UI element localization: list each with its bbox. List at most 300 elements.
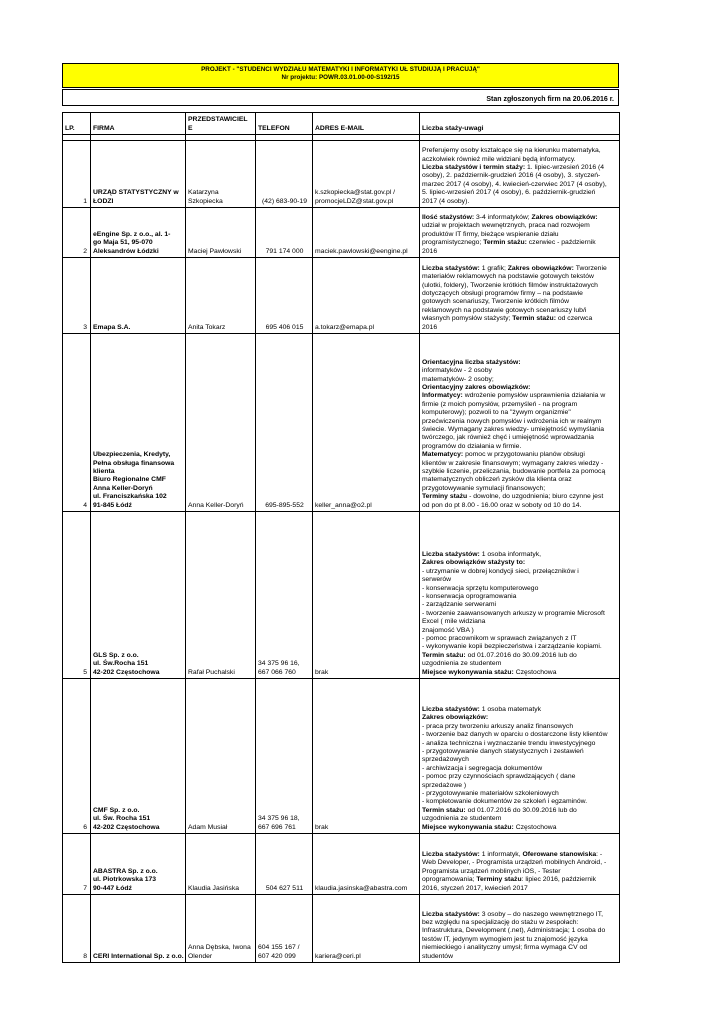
- info-text: - dowolne, do uzgodnienia; biuro czynne jest: [469, 493, 604, 501]
- cell-firma-line: Emapa S.A.: [93, 323, 131, 331]
- cell-firma: [91, 258, 186, 334]
- info-text: - konserwacja sprzętu komputerowego: [422, 584, 539, 592]
- info-text: 3 osoby – do naszego wewnętrznego IT,: [481, 910, 603, 918]
- info-text: aczkolwiek również mile widziani będą informatycy.: [422, 155, 576, 163]
- info-line: [422, 231, 618, 239]
- info-line: [422, 426, 618, 434]
- cell-liczba-stazy: [420, 258, 620, 334]
- info-line: [422, 585, 618, 593]
- info-text: 2016: [422, 247, 438, 255]
- info-text: - konserwacja oprogramowania: [422, 592, 517, 600]
- cell-telefon-line: 34 375 96 16,: [258, 660, 300, 668]
- info-text: 1 grafik;: [481, 264, 508, 272]
- cell-przedstawiciel-line: Maciej Pawłowski: [188, 247, 242, 255]
- info-text: Częstochowa: [515, 668, 557, 676]
- info-text: czerwiec - październik: [528, 239, 596, 247]
- cell-firma-line: eEngine Sp. z o.o., al. 1-: [93, 230, 171, 238]
- table-row: [63, 141, 620, 208]
- info-text: komputerowy); pozwoli to na "żywym organizmie": [422, 409, 571, 417]
- info-label: Termin stażu:: [512, 315, 558, 323]
- info-line: [422, 740, 618, 748]
- info-line: [422, 927, 618, 935]
- cell-lp: [63, 334, 91, 512]
- cell-przedstawiciel-line: Klaudia Jasińska: [188, 884, 240, 892]
- col-header-email: ADRES E-MAIL: [313, 113, 420, 135]
- info-line: [422, 911, 618, 919]
- info-line: [422, 936, 618, 944]
- info-text: 2017 (4 osoby).: [422, 197, 470, 205]
- info-line: [422, 434, 618, 442]
- cell-email: [313, 895, 420, 963]
- cell-lp: [63, 679, 91, 834]
- info-text: niemieckiego i analityczny umysł; firma wymaga CV od: [422, 944, 588, 952]
- info-line: [422, 502, 618, 510]
- cell-lp-line: 5: [83, 668, 87, 676]
- info-line: [422, 714, 618, 722]
- info-line: [422, 723, 618, 731]
- info-line: [422, 485, 618, 493]
- cell-telefon-line: 667 696 761: [258, 823, 296, 831]
- cell-przedstawiciel-line: Adam Musiał: [188, 823, 228, 831]
- info-text: marzec 2017 (4 osoby), 4. kwiecień-czerwiec 2017 (4 osoby),: [422, 180, 607, 188]
- cell-liczba-stazy: [420, 679, 620, 834]
- info-line: [422, 468, 618, 476]
- table-body: [63, 141, 620, 963]
- cell-przedstawiciel: [186, 679, 256, 834]
- cell-firma: [91, 834, 186, 895]
- info-text: Excel ( mile widziana: [422, 618, 486, 626]
- info-line: [422, 798, 618, 806]
- info-line: [422, 706, 618, 714]
- info-line: [422, 307, 618, 315]
- info-line: [422, 618, 618, 626]
- info-text: reklamowych na podstawie gotowych scenariuszy lub/i: [422, 306, 587, 314]
- info-text: klientów w zakresie finansowym; wymagany zakres wiedzy -: [422, 459, 604, 467]
- info-line: [422, 376, 618, 384]
- info-text: - przygotowywanie danych statystycznych i zestawień: [422, 747, 584, 755]
- info-line: [422, 859, 618, 867]
- info-text: Web Developer, - Programista urządzeń mobilnych Android, -: [422, 859, 607, 867]
- cell-email: [313, 258, 420, 334]
- info-line: [422, 324, 618, 332]
- col-header-liczba-stazy: Liczba staży-uwagi: [420, 113, 620, 135]
- info-text: bez względu na specjalizację do stażu w zespołach:: [422, 918, 579, 926]
- project-banner: [62, 63, 619, 88]
- info-line: [422, 627, 618, 635]
- info-text: 3-4 informatyków;: [476, 213, 532, 221]
- cell-email-line: kariera@ceri.pl: [315, 952, 361, 960]
- info-text: firmie (z moich pomysłów, przemyśleń - na program: [422, 400, 578, 408]
- info-text: gotowych scenariuszy, Tworzenie krótkich filmów: [422, 298, 570, 306]
- info-line: [422, 773, 618, 781]
- cell-firma-line: Biuro Regionalne CMF: [93, 476, 166, 484]
- cell-lp-line: 6: [83, 823, 87, 831]
- info-line: [422, 815, 618, 823]
- table-row: [63, 258, 620, 334]
- cell-przedstawiciel-line: Anita Tokarz: [188, 323, 226, 331]
- info-line: [422, 748, 618, 756]
- table-row: [63, 334, 620, 512]
- cell-firma-line: Pełna obsługa finansowa: [93, 459, 175, 467]
- info-label: Zakres obowiązków:: [422, 714, 489, 722]
- info-line: [422, 418, 618, 426]
- header-row: [63, 113, 620, 135]
- info-text: 1 informatyk,: [481, 850, 523, 858]
- info-text: od 01.07.2016 do 30.09.2016 lub do: [467, 651, 577, 659]
- info-line: [422, 476, 618, 484]
- cell-telefon-line: 695-895-552: [265, 501, 304, 509]
- cell-firma-line: ul. Franciszkańska 102: [93, 493, 167, 501]
- info-text: - tworzenie zaawansowanych arkuszy w programie Microsoft: [422, 609, 605, 617]
- info-text: uzgodnienia ze studentem: [422, 815, 502, 823]
- cell-email-line: keller_anna@o2.pl: [315, 501, 372, 509]
- cell-firma-line: CMF Sp. z o.o.: [93, 806, 140, 814]
- info-line: [422, 315, 618, 323]
- info-line: [422, 443, 618, 451]
- col-header-przedstawiciel: PRZEDSTAWICIEL E: [186, 113, 256, 135]
- table-row: [63, 895, 620, 963]
- info-line: [422, 239, 618, 247]
- info-line: [422, 451, 618, 459]
- cell-firma-line: ul. Piotrkowska 173: [93, 876, 157, 884]
- cell-lp-line: 1: [83, 197, 87, 205]
- cell-email-line: brak: [315, 823, 329, 831]
- info-text: - praca przy tworzeniu arkuszy analiz finansowych: [422, 722, 574, 730]
- cell-telefon: [256, 141, 313, 208]
- info-line: [422, 273, 618, 281]
- info-text: - archiwizacja i segregacja dokumentów: [422, 764, 543, 772]
- info-label: Orientacyjna liczba stażystów:: [422, 358, 521, 366]
- cell-firma-line: klienta: [93, 467, 115, 475]
- info-label: Termin stażu:: [483, 239, 529, 247]
- info-text: - pomoc przy czynnościach sprawdzających ( dane: [422, 773, 576, 781]
- cell-przedstawiciel-line: Anna Keller-Doryń: [188, 501, 244, 509]
- info-line: [422, 248, 618, 256]
- cell-firma: [91, 679, 186, 834]
- info-label: Liczba stażystów i termin staży:: [422, 163, 528, 171]
- cell-lp: [63, 208, 91, 258]
- info-text: matematycznych obliczeń zysków dla klienta oraz: [422, 476, 572, 484]
- info-label: Liczba stażystów:: [422, 910, 482, 918]
- info-line: [422, 367, 618, 375]
- cell-telefon: [256, 334, 313, 512]
- cell-firma-line: 90-447 Łódź: [93, 884, 132, 892]
- info-text: - tworzenie baz danych w oparciu o dostarczone listy klientów: [422, 731, 608, 739]
- cell-firma: [91, 895, 186, 963]
- info-text: - przygotowywanie materiałów szkoleniowych: [422, 789, 559, 797]
- cell-liczba-stazy: [420, 141, 620, 208]
- table-row: [63, 679, 620, 834]
- info-text: - pomoc pracownikom w sprawach związanych z IT: [422, 634, 577, 642]
- project-number: Nr projektu: POWR.03.01.00-00-S192/15: [281, 74, 400, 81]
- info-label: Termin stażu:: [422, 651, 468, 659]
- info-label: Oferowane stanowiska: [522, 850, 597, 858]
- project-title: PROJEKT - "STUDENCI WYDZIAŁU MATEMATYKI I INFORMATYKI UŁ STUDIUJĄ I PRACUJĄ": [201, 66, 480, 73]
- info-text: przygotowywanie symulacji finansowych;: [422, 484, 546, 492]
- info-text: twórczego, jak również chęć i umiejętność wprowadzania: [422, 434, 594, 442]
- cell-email-line: klaudia.jasinska@abastra.com: [315, 884, 408, 892]
- info-text: znajomość VBA ): [422, 626, 474, 634]
- cell-firma-line: Ubezpieczenia, Kredyty,: [93, 451, 171, 459]
- info-text: przećwiczenia nowych pomysłów i wdrożenia ich w realnym: [422, 417, 602, 425]
- cell-lp: [63, 834, 91, 895]
- info-text: 2016, styczeń 2017, kwiecień 2017: [422, 884, 528, 892]
- info-text: udział w projektach wewnętrznych, praca nad rozwojem: [422, 222, 590, 230]
- info-line: [422, 282, 618, 290]
- info-line: [422, 409, 618, 417]
- info-text: materiałów reklamowych na podstawie gotowych tekstów: [422, 273, 594, 281]
- info-line: [422, 147, 618, 155]
- cell-email: [313, 208, 420, 258]
- cell-email-line: k.szkopiecka@stat.gov.pl /: [315, 189, 396, 197]
- cell-firma-line: GLS Sp. z o.o.: [93, 651, 139, 659]
- info-text: informatyków - 2 osoby: [422, 367, 492, 375]
- info-text: 1 osoba informatyk,: [481, 550, 542, 558]
- info-text: 5. lipiec-wrzesień 2017 (4 osoby), 6. październik-grudzień: [422, 189, 596, 197]
- info-line: [422, 807, 618, 815]
- info-text: pomoc w przygotowaniu planów obsługi: [465, 451, 585, 459]
- cell-lp: [63, 141, 91, 208]
- info-line: [422, 756, 618, 764]
- info-text: uzgodnienia ze studentem: [422, 660, 502, 668]
- info-line: [422, 953, 618, 961]
- info-text: od 01.07.2016 do 30.09.2016 lub do: [467, 806, 577, 814]
- info-line: [422, 669, 618, 677]
- cell-firma-line: 42-202 Częstochowa: [93, 823, 160, 831]
- cell-przedstawiciel: [186, 895, 256, 963]
- info-text: studentów: [422, 952, 453, 960]
- info-label: Terminy stażu: [422, 493, 470, 501]
- info-line: [422, 731, 618, 739]
- info-line: [422, 298, 618, 306]
- cell-telefon: [256, 895, 313, 963]
- cell-przedstawiciel-line: Rafał Puchalski: [188, 668, 235, 676]
- info-text: : lipiec 2016, październik: [521, 876, 597, 884]
- cell-telefon-line: 791 174 000: [265, 247, 304, 255]
- cell-lp: [63, 258, 91, 334]
- info-text: wdrożenie pomysłów usprawnienia działania w: [464, 392, 606, 400]
- col-header-telefon: TELEFON: [256, 113, 313, 135]
- info-text: Częstochowa: [515, 823, 557, 831]
- info-line: [422, 660, 618, 668]
- info-label: Liczba stażystów:: [422, 550, 482, 558]
- cell-przedstawiciel-line: Katarzyna Szkopiecka: [188, 189, 223, 205]
- info-line: [422, 198, 618, 206]
- cell-liczba-stazy: [420, 834, 620, 895]
- cell-przedstawiciel-line: Olender: [188, 952, 213, 960]
- info-label: Miejsce wykonywania stażu:: [422, 668, 516, 676]
- cell-telefon: [256, 512, 313, 679]
- cell-email-line: a.tokarz@emapa.pl: [315, 323, 375, 331]
- info-line: [422, 593, 618, 601]
- col-header-lp: LP.: [63, 113, 91, 135]
- info-text: matematyków- 2 osoby;: [422, 375, 494, 383]
- info-text: Infrastruktura, Development (.net), Administracja; 1 osoba do: [422, 927, 606, 935]
- info-line: [422, 610, 618, 618]
- cell-lp: [63, 895, 91, 963]
- info-text: od czerwca: [557, 315, 593, 323]
- info-text: od pon do pt 8.00 - 16.00 oraz w soboty od 10 do 14.: [422, 501, 582, 509]
- info-label: Zakres obowiązków:: [531, 213, 598, 221]
- info-text: 1. lipiec-wrzesień 2016 (4: [527, 163, 605, 171]
- info-line: [422, 222, 618, 230]
- cell-email-line: promocjeLDZ@stat.gov.pl: [315, 197, 394, 205]
- cell-przedstawiciel: [186, 834, 256, 895]
- cell-liczba-stazy: [420, 208, 620, 258]
- cell-przedstawiciel-line: Anna Dębska, Iwona: [188, 944, 251, 952]
- info-line: [422, 876, 618, 884]
- info-line: [422, 460, 618, 468]
- info-text: - wykonywanie kopii bezpieczeństwa i zarządzanie kopiami.: [422, 643, 602, 651]
- cell-email: [313, 679, 420, 834]
- cell-telefon-line: 667 066 760: [258, 668, 296, 676]
- cell-firma-line: Aleksandrów Łódzki: [93, 247, 159, 255]
- cell-firma: [91, 334, 186, 512]
- info-label: Orientacyjny zakres obowiązków:: [422, 383, 531, 391]
- info-line: [422, 290, 618, 298]
- info-line: [422, 214, 618, 222]
- cell-firma-line: ul. Św.Rocha 151: [93, 660, 149, 668]
- info-text: produktów IT firmy, bieżące wspieranie działu: [422, 230, 559, 238]
- info-text: : -: [596, 850, 603, 858]
- info-line: [422, 782, 618, 790]
- info-line: [422, 156, 618, 164]
- info-text: 1 osoba matematyk: [481, 705, 542, 713]
- info-line: [422, 824, 618, 832]
- info-text: sprzedażowe ): [422, 781, 467, 789]
- cell-lp-line: 4: [83, 501, 87, 509]
- status-date: Stan zgłoszonych firm na 20.06.2016 r.: [486, 96, 614, 103]
- cell-przedstawiciel: [186, 334, 256, 512]
- info-line: [422, 551, 618, 559]
- info-label: Liczba stażystów:: [422, 264, 482, 272]
- info-line: [422, 576, 618, 584]
- info-line: [422, 790, 618, 798]
- info-line: [422, 885, 618, 893]
- cell-liczba-stazy: [420, 334, 620, 512]
- cell-przedstawiciel: [186, 258, 256, 334]
- info-line: [422, 635, 618, 643]
- cell-firma-line: ŁODZI: [93, 197, 114, 205]
- info-text: - utrzymanie w dobrej kondycji sieci, przełączników i: [422, 567, 579, 575]
- info-label: Liczba stażystów:: [422, 850, 482, 858]
- info-label: Miejsce wykonywania stażu:: [422, 823, 516, 831]
- info-line: [422, 652, 618, 660]
- cell-telefon-line: 504 627 511: [265, 884, 304, 892]
- cell-przedstawiciel: [186, 141, 256, 208]
- info-label: Informatycy:: [422, 392, 465, 400]
- cell-firma-line: ul. Św. Rocha 151: [93, 815, 151, 823]
- info-line: [422, 359, 618, 367]
- info-label: Liczba stażystów:: [422, 705, 482, 713]
- cell-telefon-line: (42) 683-90-19: [262, 197, 307, 205]
- info-text: świecie. Wymagany zakres wiedzy- umiejętność wymyślania: [422, 425, 605, 433]
- info-line: [422, 919, 618, 927]
- cell-telefon-line: 607 420 099: [258, 952, 296, 960]
- cell-email-line: brak: [315, 668, 329, 676]
- cell-telefon: [256, 208, 313, 258]
- cell-firma-line: URZĄD STATYSTYCZNY w: [93, 189, 179, 197]
- info-line: [422, 181, 618, 189]
- info-text: własnych pomysłów stażysty;: [422, 315, 513, 323]
- info-line: [422, 172, 618, 180]
- info-line: [422, 559, 618, 567]
- info-text: oprogramowania;: [422, 876, 477, 884]
- info-text: programów do działania w firmie.: [422, 442, 522, 450]
- info-line: [422, 493, 618, 501]
- info-text: sprzedażowych: [422, 756, 469, 764]
- table-row: [63, 512, 620, 679]
- info-text: szybkie liczenie, przeliczania, budowanie portfela za pomocą: [422, 467, 606, 475]
- cell-firma-line: Anna Keller-Doryń: [93, 484, 153, 492]
- companies-table: [62, 112, 620, 963]
- cell-email: [313, 141, 420, 208]
- info-text: - zarządzanie serwerami: [422, 601, 497, 609]
- status-row: [62, 89, 619, 106]
- info-text: testów IT, jedynym wymogiem jest tu znajomość języka: [422, 935, 588, 943]
- info-label: Ilość stażystów:: [422, 213, 477, 221]
- info-text: Preferujemy osoby kształcące się na kierunku matematyka,: [422, 147, 601, 155]
- cell-email: [313, 834, 420, 895]
- info-label: Terminy stażu: [476, 876, 522, 884]
- cell-firma-line: CERI International Sp. z o.o.: [93, 952, 184, 960]
- cell-lp-line: 8: [83, 952, 87, 960]
- cell-lp-line: 2: [83, 247, 87, 255]
- info-text: osoby), 2. październik-grudzień 2016 (4 osoby), 3. styczeń-: [422, 172, 601, 180]
- table-row: [63, 208, 620, 258]
- cell-telefon: [256, 258, 313, 334]
- info-line: [422, 568, 618, 576]
- info-line: [422, 868, 618, 876]
- cell-email: [313, 512, 420, 679]
- cell-lp: [63, 512, 91, 679]
- info-text: programistycznego;: [422, 239, 484, 247]
- cell-przedstawiciel: [186, 208, 256, 258]
- cell-email: [313, 334, 420, 512]
- info-text: Programista urządzeń moblinych iOS, - Tester: [422, 867, 561, 875]
- info-label: Termin stażu:: [422, 806, 468, 814]
- info-line: [422, 643, 618, 651]
- info-line: [422, 164, 618, 172]
- cell-email-line: maciek.pawlowski@eengine.pl: [315, 247, 408, 255]
- cell-firma-line: ABASTRA Sp. z o.o.: [93, 867, 158, 875]
- cell-firma: [91, 512, 186, 679]
- info-text: Tworzenie: [575, 264, 607, 272]
- info-line: [422, 851, 618, 859]
- col-header-firma: FIRMA: [91, 113, 186, 135]
- info-line: [422, 392, 618, 400]
- info-line: [422, 601, 618, 609]
- cell-telefon-line: 34 375 96 18,: [258, 815, 300, 823]
- info-line: [422, 944, 618, 952]
- info-line: [422, 765, 618, 773]
- cell-lp-line: 7: [83, 884, 87, 892]
- info-text: serwerów: [422, 576, 452, 584]
- cell-firma-line: go Maja 51, 95-070: [93, 239, 153, 247]
- cell-telefon-line: 604 155 167 /: [258, 944, 300, 952]
- cell-telefon: [256, 679, 313, 834]
- cell-lp-line: 3: [83, 323, 87, 331]
- cell-firma-line: 42-202 Częstochowa: [93, 668, 160, 676]
- table-row: [63, 834, 620, 895]
- cell-przedstawiciel: [186, 512, 256, 679]
- info-text: (ulotki, foldery), Tworzenie krótkich filmów instruktażowych: [422, 281, 598, 289]
- cell-firma: [91, 141, 186, 208]
- cell-liczba-stazy: [420, 512, 620, 679]
- info-label: Matematycy:: [422, 451, 466, 459]
- info-line: [422, 189, 618, 197]
- info-label: Zakres obowiązków:: [507, 264, 576, 272]
